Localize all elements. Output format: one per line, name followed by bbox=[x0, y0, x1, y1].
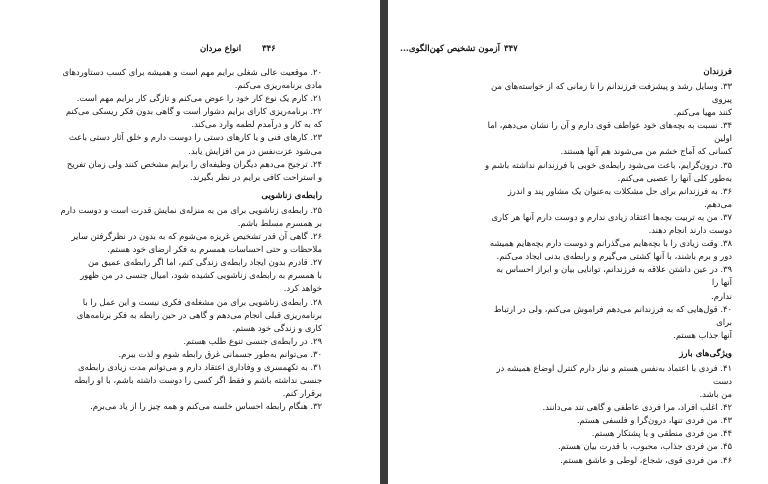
left-entries-marital bbox=[60, 204, 322, 414]
text-line: ۲۴. ترجیح می‌دهم دیگران وظیفه‌ای را برایم مشخص کنند ولی زمان تفریح bbox=[66, 158, 322, 169]
text-line: ۲۷. قادرم بدون ایجاد رابطه‌ی زندگی کنم، اما اگر رابطه‌ی عمیق من bbox=[87, 257, 322, 268]
text-line: که به کار و درآمدم لطمه وارد می‌کند. bbox=[191, 119, 322, 130]
text-line: بر همسرم مسلط باشم. bbox=[237, 217, 322, 228]
text-line: ۲۸. رابطه‌ی زناشویی برای من مشغله‌ی فکری نیست و این عمل را با bbox=[82, 296, 322, 307]
text-line: ۴۶. من فردی قوی، شجاع، لوطی و عاشق هستم. bbox=[560, 454, 732, 465]
text-line: ۳۷. من به تربیت بچه‌ها اعتقاد زیادی ندارم و دوست دارم آنها هر کاری bbox=[491, 211, 732, 222]
text-line: کنند مهیا می‌کنم. bbox=[673, 107, 732, 118]
text-line: ۳۸. وقت زیادی را با بچه‌هایم می‌گذرانم و دوست دارم بچه‌هایم همیشه bbox=[489, 238, 732, 249]
text-line: ۳۵. درون‌گرایم، باعث می‌شود رابطه‌ی خوبی با فرزندانم نداشته باشم و bbox=[485, 159, 732, 170]
text-line: ۳۰. می‌توانم به‌طور جسمانی غرق رابطه شوم و لذت ببرم. bbox=[118, 348, 322, 359]
text-line: ۳۶. به فرزندانم برای حل مشکلات به‌عنوان یک مشاور پند و اندرز bbox=[507, 185, 732, 196]
right-page-number: ۳۴۷ bbox=[504, 44, 518, 54]
right-entries-children bbox=[484, 80, 732, 342]
section-heading-traits: ویژگی‌های بارز bbox=[679, 348, 732, 359]
text-line: جنسی نداشته باشم و فقط اگر کسی را دوست داشته باشم، با او رابطه bbox=[74, 375, 322, 386]
left-page bbox=[0, 0, 380, 484]
right-running-title: آزمون تشخیص کهن‌الگوی... bbox=[400, 44, 500, 54]
text-line: ۳۲. هنگام رابطه احساس خلسه می‌کنم و همه چیز را از یاد می‌برم. bbox=[90, 401, 322, 412]
text-line: دوست دارند انجام دهند. bbox=[648, 225, 732, 236]
text-line: ۲۰. موقعیت عالی شغلی برایم مهم است و همیشه برای کسب دستاوردهای bbox=[62, 67, 322, 77]
text-line: من باشد. bbox=[699, 389, 732, 400]
text-line: می‌دهم. bbox=[704, 198, 732, 209]
left-text-block bbox=[60, 66, 322, 413]
left-running-title: انواع مردان bbox=[200, 44, 242, 54]
text-line: برقرار کنم. bbox=[282, 388, 322, 399]
text-line: ۲۶. گاهی آن قدر تشخیص غریزه می‌شوم که به بدون در نظرگرفتن سایر bbox=[71, 231, 322, 242]
text-line: مادی برنامه‌ریزی می‌کنم. bbox=[234, 80, 322, 91]
text-line: ۲۳. کارهای فنی و یا کارهای دستی را دوست دارم و خلق آثار دستی باعث bbox=[68, 132, 322, 143]
right-text-block bbox=[484, 66, 732, 467]
text-line: به‌طور کلی آنها را عصبی می‌کنم. bbox=[617, 172, 732, 183]
text-line: آنها جذاب هستم. bbox=[673, 329, 732, 340]
text-line: ۴۱. فردی با اعتماد به‌نفس هستم و نیاز دارم کنترل اوضاع همیشه در دست bbox=[496, 362, 732, 386]
section-heading-children: فرزندان bbox=[703, 67, 732, 77]
text-line: ملاحظات و حتی احساسات همسرم به فکر ارضای خود هستم. bbox=[107, 244, 322, 255]
text-line: برنامه‌ریزی قبلی انجام می‌دهم و گاهی در حین رابطه به فکر برنامه‌های bbox=[76, 309, 322, 320]
text-line: می‌شود عزت‌نفس در من افزایش یابد. bbox=[188, 145, 322, 156]
text-line: ۴۰. قول‌هایی که به فرزندانم می‌دهم فراموش می‌کنم، ولی در ارتباط برای bbox=[493, 303, 732, 327]
left-page-number: ۳۴۶ bbox=[262, 44, 276, 54]
text-line: کسانی که آماج خشم من می‌شوند هم آنها هستند. bbox=[560, 146, 732, 157]
text-line: ۴۴. من فردی منطقی و یا پشتکار هستم. bbox=[591, 428, 732, 439]
text-line: ۲۱. کارم یک نوع کار خود را عوض می‌کنم و تازگی کار برایم مهم است. bbox=[76, 93, 322, 104]
text-line: ۴۵. من فردی جذاب، محبوب، با قدرت بیان هستم. bbox=[558, 441, 732, 452]
text-line: دور و برم باشند، با آنها کشتی می‌گیرم و رابطه‌ی بدنی ایجاد می‌کنم. bbox=[496, 251, 732, 262]
text-line: ۳۳. وسایل رشد و پیشرفت فرزندانم را تا زمانی که از خواسته‌های من پیروی bbox=[491, 81, 732, 105]
text-line: ۳۱. به تکهمسری و وفاداری اعتقاد دارم و می‌توانم مدت زیادی رابطه‌ی bbox=[77, 361, 322, 372]
text-line: ۲۲. برنامه‌ریزی کارای برایم دشوار است و گاهی بدون فکر ریسکی می‌کنم bbox=[65, 106, 322, 117]
right-page bbox=[388, 0, 768, 484]
section-heading-marital: رابطه‌ی زناشویی bbox=[261, 190, 322, 201]
text-line: کاری و زندگی خود هستم. bbox=[232, 322, 322, 333]
right-entries-traits bbox=[484, 362, 732, 467]
text-line: ۴۳. من فردی تنها، درون‌گرا و فلسفی هستم. bbox=[576, 415, 732, 426]
text-line: ۲۹. در رابطه‌ی جنسی تنوع طلب هستم. bbox=[183, 335, 322, 346]
text-line: ۴۲. اغلب افراد، مرا فردی عاطفی و گاهی تند می‌دانند. bbox=[542, 402, 732, 413]
text-line: ۳۹. در عین داشتن علاقه به فرزندانم، توانایی بیان و ابراز احساس به آنها را bbox=[496, 264, 732, 288]
book-gutter bbox=[380, 0, 388, 484]
text-line: با همسرم به رابطه‌ی زناشویی کشیده شود، امیال جنسی در من ظهور bbox=[80, 270, 322, 281]
text-line: ندارم. bbox=[711, 290, 732, 301]
text-line: ۲۵. رابطه‌ی زناشویی برای من به منزله‌ی نمایش قدرت است و دوست دارم bbox=[60, 204, 322, 215]
left-entries-work bbox=[60, 66, 322, 184]
text-line: ۳۴. نسبت به بچه‌های خود عواطف قوی دارم و آن را نشان می‌دهم، اما اولین bbox=[487, 120, 732, 144]
text-line: و استراحت کافی برایم در نظر بگیرند. bbox=[189, 171, 322, 182]
text-line: خواهد کرد. bbox=[283, 283, 322, 294]
